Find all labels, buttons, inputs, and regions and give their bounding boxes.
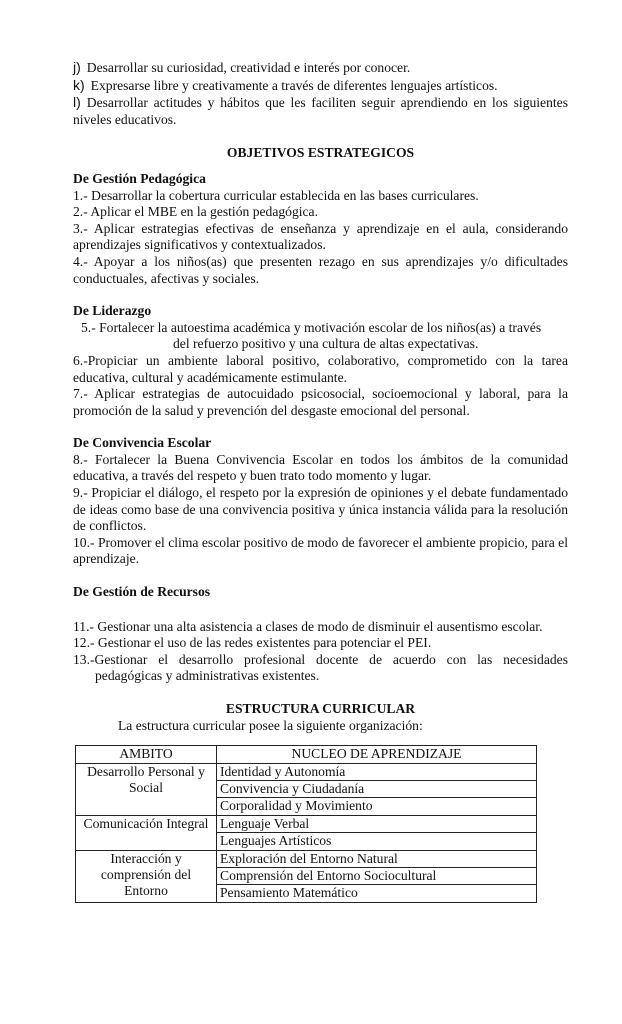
list-letter: k) xyxy=(73,76,85,93)
objective-item: 8.- Fortalecer la Buena Convivencia Escolar en todos los ámbitos de la comunidad educativa, a través del respeto y buen trato todo momento y lugar. xyxy=(73,451,568,484)
estructura-intro: La estructura curricular posee la siguiente organización: xyxy=(118,717,423,733)
objective-item: 13.-Gestionar el desarrollo profesional docente de acuerdo con las necesidades pedagógicas y administrativas existentes. xyxy=(73,651,568,684)
objective-item: 1.- Desarrollar la cobertura curricular establecida en las bases curriculares. xyxy=(73,187,479,203)
list-letter: j) xyxy=(73,59,81,75)
section-title-recursos: De Gestión de Recursos xyxy=(73,584,211,600)
list-item-k: k) Expresarse libre y creativamente a través de diferentes lenguajes artísticos. xyxy=(73,76,498,93)
nucleo-cell: Pensamiento Matemático xyxy=(217,885,537,902)
section-title-convivencia: De Convivencia Escolar xyxy=(73,435,212,451)
list-item-l: l) Desarrollar actitudes y hábitos que les faciliten seguir aprendiendo en los siguientes niveles educativos. xyxy=(73,94,568,127)
nucleo-cell: Lenguajes Artísticos xyxy=(217,833,537,850)
column-header-ambito: AMBITO xyxy=(76,746,217,763)
objective-item: 9.- Propiciar el diálogo, el respeto por la expresión de opiniones y el debate fundamentado de ideas como base de una convivencia positiva y única instancia válida para la resolución de conflictos. xyxy=(73,485,568,534)
objective-item: 3.- Aplicar estrategias efectivas de enseñanza y aprendizaje en el aula, considerando aprendizajes significativos y contextualizados. xyxy=(73,220,568,253)
nucleo-cell: Exploración del Entorno Natural xyxy=(217,850,537,867)
nucleo-cell: Comprensión del Entorno Sociocultural xyxy=(217,868,537,885)
nucleo-cell: Identidad y Autonomía xyxy=(217,763,537,780)
table-row xyxy=(76,850,537,867)
list-letter: l) xyxy=(73,94,81,111)
objective-item: 5.- Fortalecer la autoestima académica y motivación escolar de los niños(as) a través del refuerzo positivo y una cultura de altas expectativas. xyxy=(81,319,542,352)
section-title-gestion-pedagogica: De Gestión Pedagógica xyxy=(73,170,206,186)
document-page xyxy=(73,59,568,903)
table-row xyxy=(76,763,537,780)
ambito-cell: Comunicación Integral xyxy=(76,815,217,850)
table-header-row xyxy=(76,746,537,763)
objective-item: 11.- Gestionar una alta asistencia a clases de modo de disminuir el ausentismo escolar. xyxy=(73,618,543,634)
section-title-liderazgo: De Liderazgo xyxy=(73,303,152,319)
list-item-j: j) Desarrollar su curiosidad, creatividad e interés por conocer. xyxy=(73,59,411,75)
objective-item: 10.- Promover el clima escolar positivo de modo de favorecer el ambiente propicio, para el aprendizaje. xyxy=(73,534,568,567)
objective-item: 6.-Propiciar un ambiente laboral positivo, colaborativo, comprometido con la tarea educativa, cultural y académicamente estimulante. xyxy=(73,352,568,385)
nucleo-cell: Convivencia y Ciudadanía xyxy=(217,781,537,798)
ambito-cell: Interacción y comprensión del Entorno xyxy=(76,850,217,902)
objective-item: 12.- Gestionar el uso de las redes existentes para potenciar el PEI. xyxy=(73,635,432,651)
objective-item: 2.- Aplicar el MBE en la gestión pedagógica. xyxy=(73,204,318,220)
objetivos-heading: OBJETIVOS ESTRATEGICOS xyxy=(226,145,415,161)
curriculum-table xyxy=(75,745,537,903)
estructura-heading: ESTRUCTURA CURRICULAR xyxy=(225,701,416,716)
table-row xyxy=(76,815,537,832)
column-header-nucleo: NUCLEO DE APRENDIZAJE xyxy=(217,746,537,763)
objective-item: 4.- Apoyar a los niños(as) que presenten rezago en sus aprendizajes y/o dificultades conductuales, afectivas y sociales. xyxy=(73,253,568,286)
ambito-cell: Desarrollo Personal y Social xyxy=(76,763,217,815)
nucleo-cell: Lenguaje Verbal xyxy=(217,815,537,832)
objective-item: 7.- Aplicar estrategias de autocuidado psicosocial, socioemocional y laboral, para la promoción de la salud y prevención del desgaste emocional del personal. xyxy=(73,386,568,418)
nucleo-cell: Corporalidad y Movimiento xyxy=(217,798,537,815)
